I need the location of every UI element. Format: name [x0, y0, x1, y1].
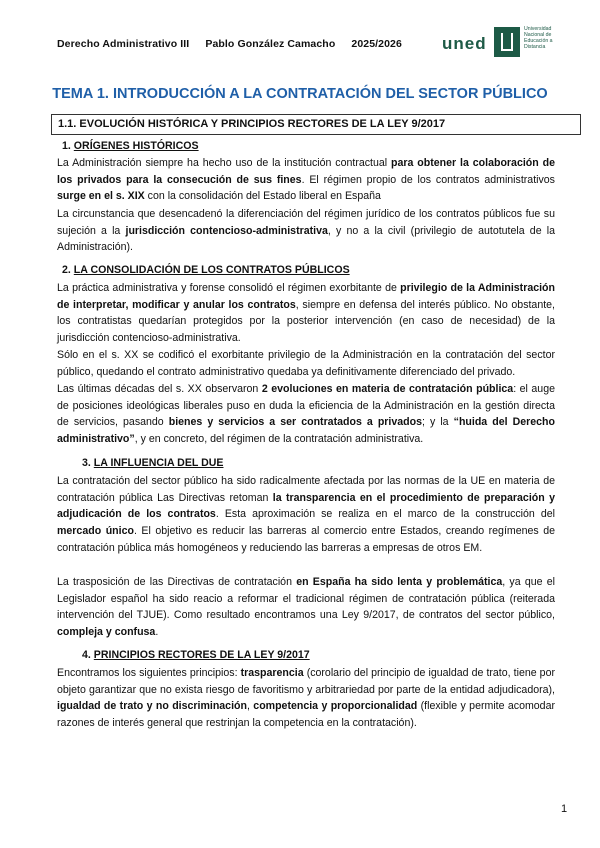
logo-subtitle: Universidad Nacional de Educación a Distancia [524, 26, 553, 50]
course-name: Derecho Administrativo III [57, 38, 190, 50]
paragraph: Las últimas décadas del s. XX observaron 2 evoluciones en materia de contratación pública: el auge de posiciones ideológicas liberales puso en duda la eficiencia de la Administración en la gestión directa de servicios, pasando bienes y servicios a ser contratados a privados; y la “huida del Derecho administrativo”, y en concreto, del régimen de la contratación administrativa. [57, 383, 555, 446]
page-title: TEMA 1. INTRODUCCIÓN A LA CONTRATACIÓN DEL SECTOR PÚBLICO [52, 86, 548, 102]
paragraph: La práctica administrativa y forense consolidó el régimen exorbitante de privilegio de la Administración de interpretar, modificar y anular los contratos, siempre en defensa del interés público. No obstante, los contratistas quedarían protegidos por la posterior intervención (en caso de necesidad) de la jurisdicción contencioso-administrativa. [57, 282, 555, 345]
academic-year: 2025/2026 [351, 38, 402, 50]
section-heading-4: 4. PRINCIPIOS RECTORES DE LA LEY 9/2017 [82, 649, 310, 661]
paragraph: La trasposición de las Directivas de contratación en España ha sido lenta y problemática, ya que el Legislador español ha sido reacio a reformar el tradicional régimen de contratación pública (reiterada intervención del TJUE). Como resultado encontramos una Ley 9/2017, de contratos del sector público, compleja y confusa. [57, 576, 555, 639]
document-header [57, 38, 415, 50]
section-title: 1.1. EVOLUCIÓN HISTÓRICA Y PRINCIPIOS RECTORES DE LA LEY 9/2017 [58, 118, 446, 130]
section-heading-3: 3. LA INFLUENCIA DEL DUE [82, 457, 224, 469]
section-heading-2: 2. LA CONSOLIDACIÓN DE LOS CONTRATOS PÚBLICOS [62, 264, 350, 276]
section-heading-1: 1. ORÍGENES HISTÓRICOS [62, 140, 199, 152]
author-name: Pablo González Camacho [205, 38, 336, 50]
logo-text: uned [442, 34, 487, 53]
paragraph: Encontramos los siguientes principios: trasparencia (corolario del principio de igualdad de trato, tiene por objeto garantizar que no exista riesgo de favoritismo y arbitrariedad por parte de la entidad adjudicadora), igualdad de trato y no discriminación, competencia y proporcionalidad (flexible y permite acomodar razones de interés general que restrinjan la competencia en la contratación). [57, 667, 555, 730]
section-title-box [51, 114, 581, 135]
logo-mark-icon [494, 27, 520, 57]
paragraph: La Administración siempre ha hecho uso de la institución contractual para obtener la colaboración de los privados para la consecución de sus fines. El régimen propio de los contratos administrativos surge en el s. XIX con la consolidación del Estado liberal en España [57, 157, 555, 203]
paragraph: La contratación del sector público ha sido radicalmente afectada por las normas de la UE en materia de contratación pública Las Directivas retoman la transparencia en el procedimiento de preparación y adjudicación de los contratos. Esta aproximación se realiza en el marco de la construcción del mercado único. El objetivo es reducir las barreras al comercio entre Estados, creando regímenes de contratación pública más homogéneos y reduciendo las barreras a empresas de otros EM. [57, 475, 556, 554]
uned-logo [442, 25, 552, 61]
paragraph: Sólo en el s. XX se codificó el exorbitante privilegio de la Administración en la contratación del sector público, quedando el contrato administrativo quedaba ya definitivamente diferenciado del privado. [57, 349, 555, 378]
paragraph: La circunstancia que desencadenó la diferenciación del régimen jurídico de los contratos públicos fue su sujeción a la jurisdicción contencioso-administrativa, y no a la civil (privilegio de autotutela de la Administración). [57, 208, 555, 254]
page-number: 1 [561, 803, 568, 815]
